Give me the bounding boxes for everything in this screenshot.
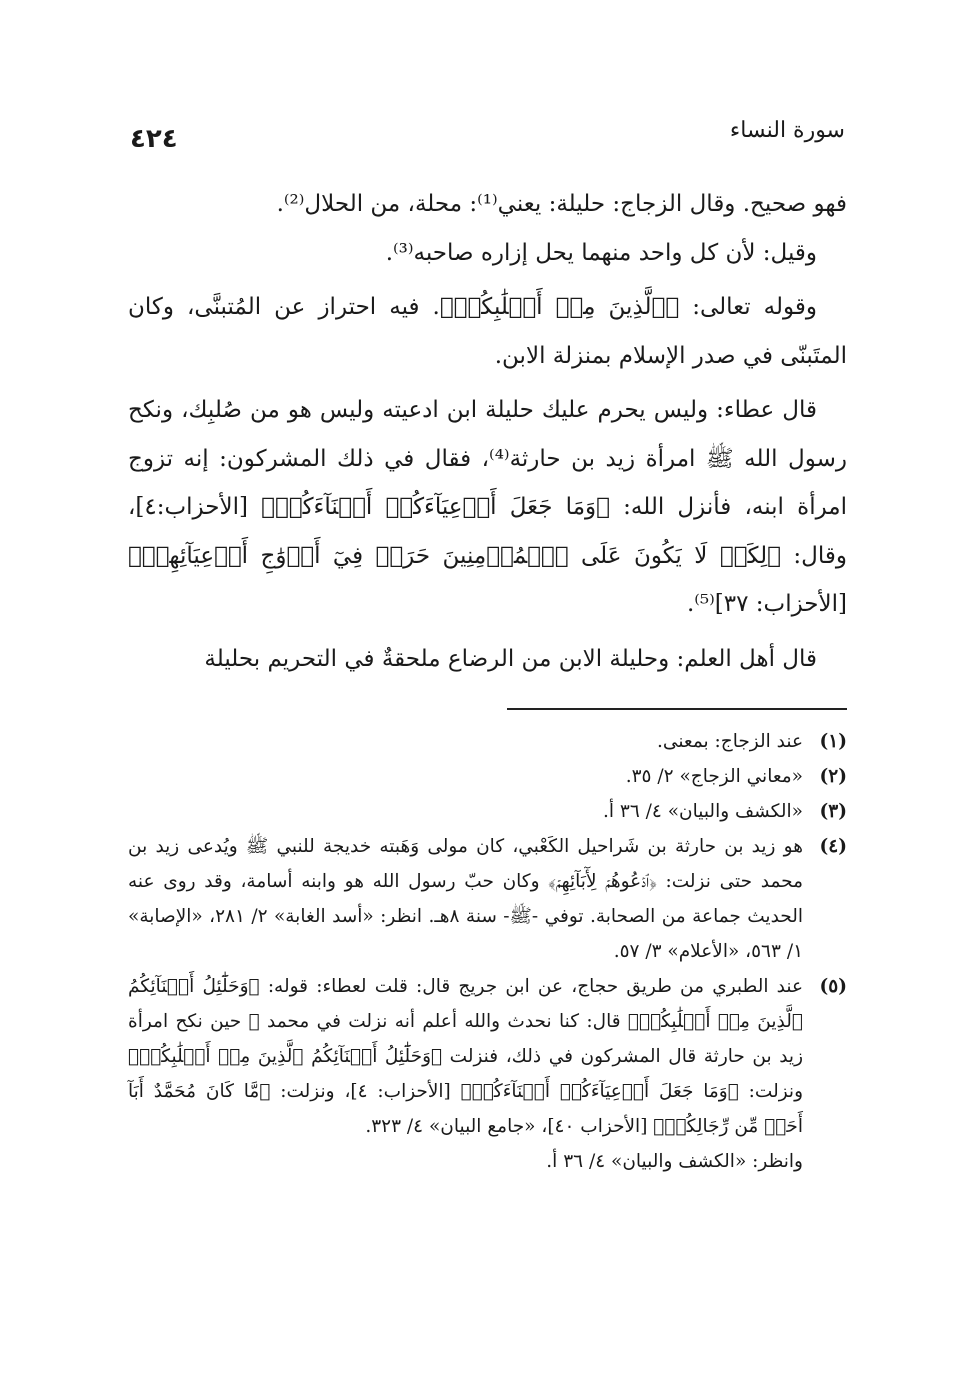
footnote-text: «معاني الزجاج» ٢/ ٣٥. [625, 766, 803, 787]
paragraph-4: قال عطاء: وليس يحرم عليك حليلة ابن ادعيته وليس هو من صُلبِك، ونكح رسول الله ﷺ امرأة زيد بن حارثة⁽⁴⁾، فقال في ذلك المشركون: إنه تزوج امرأة ابنه، فأنزل الله: ﴿وَمَا جَعَلَ أَدۡعِيَآءَكُمۡ أَبۡنَآءَكُمۡ﴾ [الأحزاب:٤]، وقال: ﴿لِكَيۡ لَا يَكُونَ عَلَى ٱلۡمُؤۡمِنِينَ حَرَجٞ فِيٓ أَزۡوَٰجِ أَدۡعِيَآئِهِمۡ﴾ [الأحزاب: ٣٧]⁽⁵⁾. [128, 397, 847, 617]
footnote-number: (٢) [819, 766, 847, 787]
paragraph-5: قال أهل العلم: وحليلة الابن من الرضاع ملحقةٌ في التحريم بحليلة [204, 645, 817, 672]
paragraph-2: وقيل: لأن كل واحد منهما يحل إزاره صاحبه⁽³⁾. [385, 239, 817, 266]
page-header [130, 118, 845, 158]
footnote-number: (٤) [819, 836, 847, 857]
main-text [128, 180, 847, 683]
footnote-text: عند الطبري من طريق حجاج، عن ابن جريج قال: قلت لعطاء: قوله: ﴿وَحَلَٰٓئِلُ أَبۡنَآئِكُمُ ٱلَّذِينَ مِنۡ أَصۡلَٰبِكُمۡ﴾ قال: كنا نحدث والله أعلم أنه نزلت في محمد ﷺ حين نكح امرأة زيد بن حارثة قال المشركون في ذلك، فنزلت ﴿وَحَلَٰٓئِلُ أَبۡنَآئِكُمُ ٱلَّذِينَ مِنۡ أَصۡلَٰبِكُمۡ﴾ ونزلت: ﴿وَمَا جَعَلَ أَدۡعِيَآءَكُمۡ أَبۡنَآءَكُمۡ﴾ [الأحزاب: ٤]، ونزلت: ﴿مَّا كَانَ مُحَمَّدٌ أَبَآ أَحَدٖ مِّن رِّجَالِكُمۡ﴾ [الأحزاب ٤٠]، «جامع البيان» ٤/ ٣٢٣. [128, 976, 803, 1137]
page-number: ٤٢٤ [130, 124, 178, 154]
paragraph-1: فهو صحيح. وقال الزجاج: حليلة: يعني⁽¹⁾: محلة، من الحلال⁽²⁾. [276, 191, 847, 217]
footnote-see-also: وانظر: «الكشف والبيان» ٤/ ٣٦ أ. [546, 1151, 803, 1172]
footnote-1 [128, 724, 847, 759]
footnote-5 [128, 969, 847, 1144]
footnote-number: (٣) [819, 801, 847, 822]
footnote-text: «الكشف والبيان» ٤/ ٣٦ أ. [603, 801, 803, 822]
footnote-4 [128, 829, 847, 969]
paragraph-3: وقوله تعالى: ﴿ٱلَّذِينَ مِنۡ أَصۡلَٰبِكُمۡ﴾. فيه احتراز عن المُتبنَّى، وكان المتَبنّى في صدر الإسلام بمنزلة الابن. [128, 294, 847, 369]
running-title: سورة النساء [729, 118, 845, 143]
footnote-number: (١) [819, 731, 847, 752]
footnote-divider [507, 708, 847, 710]
footnote-number: (٥) [819, 976, 847, 997]
footnote-text: عند الزجاج: بمعنى. [657, 731, 803, 752]
footnote-text: هو زيد بن حارثة بن شَراحيل الكَعْبي، كان مولى وَهَبته خديجة للنبي ﷺ ويُدعى زيد بن محمد حتى نزلت: ﴿ٱدۡعُوهُمۡ لِأٓبَآئِهِمۡ﴾ وكان حبّ رسول الله هو وابنه أسامة، وقد روى عنه الحديث جماعة من الصحابة. توفي -ﷺ- سنة ٨هـ. انظر: «أسد الغابة» ٢/ ٢٨١، «الإصابة» ١/ ٥٦٣، «الأعلام» ٣/ ٥٧. [128, 836, 803, 962]
footnotes [128, 724, 847, 1179]
footnote-2 [128, 759, 847, 794]
footnote-3 [128, 794, 847, 829]
